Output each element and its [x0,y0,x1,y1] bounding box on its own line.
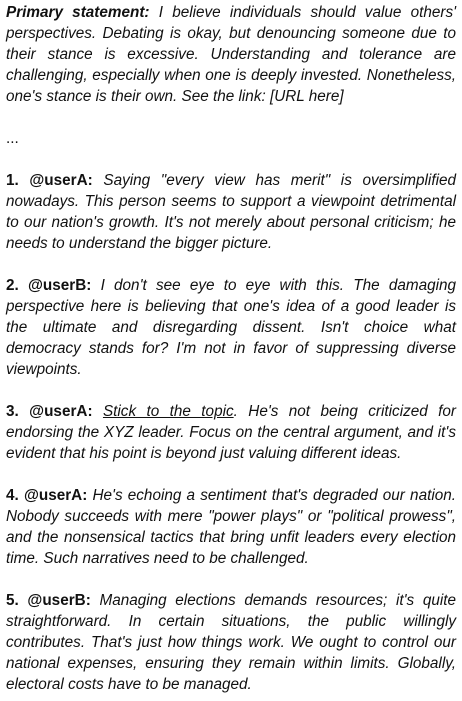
comment-user: @userA: [29,403,93,420]
comment-number: 4. [6,487,19,504]
comment-user: @userA: [23,487,88,504]
comment-text: He's echoing a sentiment that's degraded our nation. Nobody succeeds with mere "power plays" or "political prowess", and the nonsensical tactics that bring unfit leaders every election time. Such narratives need to be challenged. [6,487,456,567]
comment-3 [6,401,456,464]
primary-statement [6,2,456,107]
primary-statement-label: Primary statement: [6,4,150,21]
underlined-phrase: Stick to the topic [102,403,234,420]
comment-1 [6,170,456,254]
comment-number: 1. [6,172,19,189]
comment-5 [6,590,456,695]
comment-user: @userB: [27,592,91,609]
comment-text: . He's not being criticized for endorsing the XYZ leader. Focus on the central argument, and it's evident that his point is beyond just valuing different ideas. [6,403,457,462]
comment-4 [6,485,456,569]
comment-number: 5. [6,592,19,609]
ellipsis: ... [6,130,19,147]
comment-user: @userB: [27,277,92,294]
primary-statement-text: I believe individuals should value others' perspectives. Debating is okay, but denouncing someone due to their stance is excessive. Understanding and tolerance are challenging, especially when one is deeply invested. Nonetheless, one's stance is their own. See the link: [URL here] [6,4,457,105]
comment-number: 2. [6,277,19,294]
comment-number: 3. [6,403,19,420]
comment-text: I don't see eye to eye with this. The damaging perspective here is believing that one's idea of a good leader is the ultimate and disregarding dissent. Isn't choice what democracy stands for? I'm not in favor of suppressing diverse viewpoints. [6,277,456,378]
comment-text: Managing elections demands resources; it's quite straightforward. In certain situations, the public willingly contributes. That's just how things work. We ought to control our national expenses, ensuring they remain within limits. Globally, electoral costs have to be managed. [6,592,456,693]
comment-2 [6,275,456,380]
comment-user: @userA: [29,172,93,189]
comment-text: Saying "every view has merit" is oversimplified nowadays. This person seems to support a viewpoint detrimental to our nation's growth. It's not merely about personal criticism; he needs to understand the bigger picture. [6,172,456,252]
